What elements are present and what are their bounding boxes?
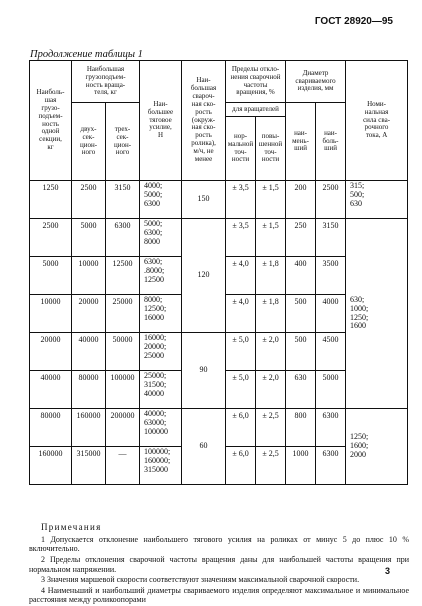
table-row bbox=[30, 219, 408, 257]
page-number: 3 bbox=[384, 566, 390, 576]
cell-traction-force: 6300; .8000; 12500 bbox=[140, 257, 182, 295]
cell-max-diameter: 6300 bbox=[316, 409, 346, 447]
specification-table bbox=[29, 60, 408, 485]
cell-section-capacity: 1250 bbox=[30, 181, 72, 219]
cell-min-diameter: 1000 bbox=[286, 447, 316, 485]
cell-traction-force: 4000; 5000; 6300 bbox=[140, 181, 182, 219]
cell-two-section: 40000 bbox=[72, 333, 106, 371]
cell-two-section: 315000 bbox=[72, 447, 106, 485]
cell-two-section: 160000 bbox=[72, 409, 106, 447]
cell-high-accuracy: ± 2,5 bbox=[256, 409, 286, 447]
notes-heading: Примечания bbox=[41, 522, 102, 532]
header-max-welding-speed: Наи- большая свароч- ная ско- рость (окруж- ная ско- рость ролика), м/ч, не менее bbox=[182, 61, 226, 181]
cell-high-accuracy: ± 2,5 bbox=[256, 447, 286, 485]
cell-min-diameter: 500 bbox=[286, 295, 316, 333]
cell-two-section: 2500 bbox=[72, 181, 106, 219]
cell-max-diameter: 3500 bbox=[316, 257, 346, 295]
header-nominal-current: Номи- нальная сила сва- рочного тока, А bbox=[346, 61, 408, 181]
cell-min-diameter: 500 bbox=[286, 333, 316, 371]
table-row bbox=[30, 409, 408, 447]
header-rotator-capacity-group: Наибольшая грузоподъем- ность враща- теля, кг bbox=[72, 61, 140, 103]
cell-high-accuracy: ± 2,0 bbox=[256, 371, 286, 409]
cell-high-accuracy: ± 1,8 bbox=[256, 295, 286, 333]
header-diameter-group: Диаметр свариваемого изделия, мм bbox=[286, 61, 346, 103]
cell-min-diameter: 800 bbox=[286, 409, 316, 447]
cell-normal-accuracy: ± 6,0 bbox=[226, 409, 256, 447]
cell-normal-accuracy: ± 5,0 bbox=[226, 333, 256, 371]
header-normal-accuracy: нор- мальной точ- ности bbox=[226, 117, 256, 181]
cell-min-diameter: 400 bbox=[286, 257, 316, 295]
cell-normal-accuracy: ± 4,0 bbox=[226, 257, 256, 295]
cell-max-diameter: 2500 bbox=[316, 181, 346, 219]
cell-nominal-current: 315; 500; 630 bbox=[346, 181, 408, 219]
cell-three-section: 200000 bbox=[106, 409, 140, 447]
cell-section-capacity: 40000 bbox=[30, 371, 72, 409]
cell-two-section: 5000 bbox=[72, 219, 106, 257]
cell-high-accuracy: ± 1,8 bbox=[256, 257, 286, 295]
cell-welding-speed: 60 bbox=[182, 409, 226, 485]
header-two-section: двух- сек- цион- ного bbox=[72, 103, 106, 181]
cell-section-capacity: 2500 bbox=[30, 219, 72, 257]
cell-traction-force: 40000; 63000; 100000 bbox=[140, 409, 182, 447]
note-item: 3 Значения маршевой скорости соответствуют значениям максимальной сварочной скорости. bbox=[41, 575, 360, 585]
cell-welding-speed: 150 bbox=[182, 181, 226, 219]
standard-code: ГОСТ 28920—95 bbox=[314, 16, 393, 27]
cell-max-diameter: 3150 bbox=[316, 219, 346, 257]
cell-high-accuracy: ± 1,5 bbox=[256, 219, 286, 257]
table-caption: Продолжение таблицы 1 bbox=[30, 49, 143, 60]
header-three-section: трех- сек- цион- ного bbox=[106, 103, 140, 181]
header-high-accuracy: повы- шенной точ- ности bbox=[256, 117, 286, 181]
cell-nominal-current: 630; 1000; 1250; 1600 bbox=[346, 219, 408, 409]
note-item: 4 Наименьший и наибольший диаметры свариваемого изделия определяют максимальное и минимальное расстояния между роликоопорами bbox=[29, 585, 409, 605]
cell-traction-force: 8000; 12500; 16000 bbox=[140, 295, 182, 333]
cell-min-diameter: 630 bbox=[286, 371, 316, 409]
cell-three-section: 12500 bbox=[106, 257, 140, 295]
cell-three-section: 6300 bbox=[106, 219, 140, 257]
cell-normal-accuracy: ± 3,5 bbox=[226, 181, 256, 219]
cell-min-diameter: 250 bbox=[286, 219, 316, 257]
cell-three-section: 3150 bbox=[106, 181, 140, 219]
header-max-diameter: наи- боль- ший bbox=[316, 103, 346, 181]
cell-two-section: 80000 bbox=[72, 371, 106, 409]
cell-section-capacity: 10000 bbox=[30, 295, 72, 333]
cell-normal-accuracy: ± 4,0 bbox=[226, 295, 256, 333]
note-item: 2 Пределы отклонения сварочной частоты вращения даны для наибольшей частоты вращения при нормальном напряжении. bbox=[29, 554, 409, 574]
cell-traction-force: 5000; 6300; 8000 bbox=[140, 219, 182, 257]
cell-normal-accuracy: ± 5,0 bbox=[226, 371, 256, 409]
cell-max-diameter: 6300 bbox=[316, 447, 346, 485]
cell-max-diameter: 4000 bbox=[316, 295, 346, 333]
cell-section-capacity: 5000 bbox=[30, 257, 72, 295]
cell-normal-accuracy: ± 6,0 bbox=[226, 447, 256, 485]
notes-section bbox=[29, 522, 409, 606]
note-item: 1 Допускается отклонение наибольшего тягового усилия на роликах от минус 5 до плюс 10 % включительно. bbox=[29, 534, 409, 554]
header-max-section-capacity: Наиболь- шая грузо- подъем- ность одной секции, кг bbox=[30, 61, 72, 181]
cell-welding-speed: 90 bbox=[182, 333, 226, 409]
header-frequency-deviation-group: Пределы откло- нения сварочной частоты вращения, % bbox=[226, 61, 286, 103]
cell-welding-speed: 120 bbox=[182, 219, 226, 333]
cell-three-section: 50000 bbox=[106, 333, 140, 371]
cell-section-capacity: 160000 bbox=[30, 447, 72, 485]
cell-high-accuracy: ± 1,5 bbox=[256, 181, 286, 219]
cell-high-accuracy: ± 2,0 bbox=[256, 333, 286, 371]
cell-three-section: 25000 bbox=[106, 295, 140, 333]
cell-max-diameter: 4500 bbox=[316, 333, 346, 371]
cell-traction-force: 16000; 20000; 25000 bbox=[140, 333, 182, 371]
cell-max-diameter: 5000 bbox=[316, 371, 346, 409]
cell-two-section: 20000 bbox=[72, 295, 106, 333]
header-max-traction-force: Наи- большее тяговое усилие, Н bbox=[140, 61, 182, 181]
header-min-diameter: наи- мень- ший bbox=[286, 103, 316, 181]
cell-traction-force: 25000; 31500; 40000 bbox=[140, 371, 182, 409]
cell-traction-force: 100000; 160000; 315000 bbox=[140, 447, 182, 485]
cell-three-section: 100000 bbox=[106, 371, 140, 409]
cell-three-section: — bbox=[106, 447, 140, 485]
cell-min-diameter: 200 bbox=[286, 181, 316, 219]
cell-section-capacity: 20000 bbox=[30, 333, 72, 371]
table-row bbox=[30, 181, 408, 219]
cell-normal-accuracy: ± 3,5 bbox=[226, 219, 256, 257]
header-for-rotators: для вращателей bbox=[226, 103, 286, 117]
cell-two-section: 10000 bbox=[72, 257, 106, 295]
cell-section-capacity: 80000 bbox=[30, 409, 72, 447]
cell-nominal-current: 1250; 1600; 2000 bbox=[346, 409, 408, 485]
